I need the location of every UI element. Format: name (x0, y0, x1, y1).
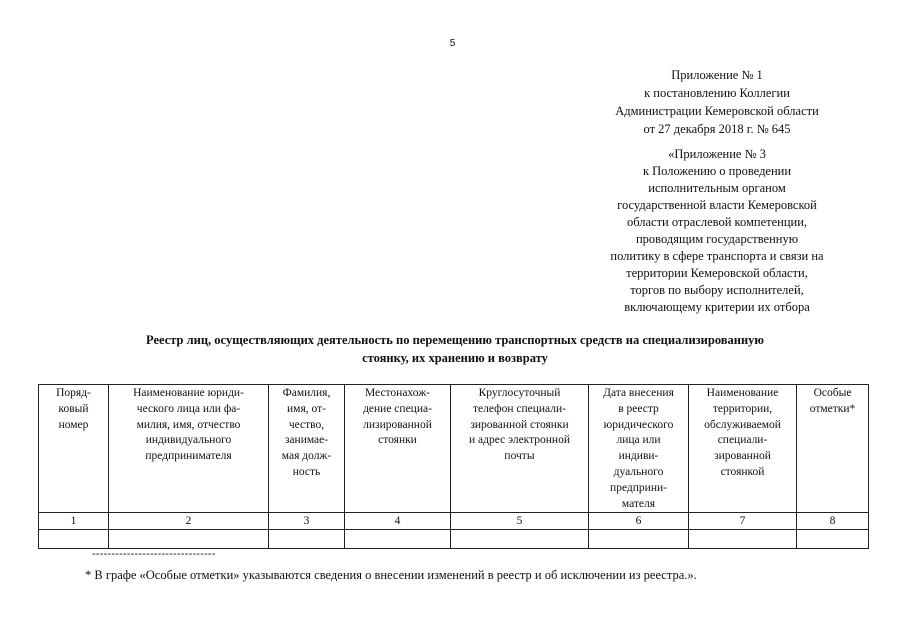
column-number: 7 (689, 513, 797, 530)
appendix-1-line: к постановлению Коллегии (644, 86, 790, 100)
appendix-3-line: «Приложение № 3 (668, 147, 766, 161)
footnote: * В графе «Особые отметки» указываются сведения о внесении изменений в реестр и об исключении из реестра.». (85, 568, 697, 582)
table-column-number-row (39, 513, 869, 530)
column-number: 3 (269, 513, 345, 530)
column-number: 1 (39, 513, 109, 530)
appendix-1-block (586, 66, 848, 138)
table-row (39, 530, 869, 549)
appendix-1-line: Администрации Кемеровской области (615, 104, 819, 118)
appendix-1-line: Приложение № 1 (671, 68, 763, 82)
table-cell (797, 530, 869, 549)
column-number: 2 (109, 513, 269, 530)
header-cell-special-notes: Особые отметки* (797, 385, 869, 513)
appendix-3-line: государственной власти Кемеровской (617, 198, 817, 212)
registry-title-line-1: Реестр лиц, осуществляющих деятельность по перемещению транспортных средств на специализированную (146, 333, 764, 347)
table-cell (109, 530, 269, 549)
header-cell-responsible-person: Фамилия, имя, от- чество, занимае- мая долж- ность (269, 385, 345, 513)
appendix-3-line: включающему критерии их отбора (624, 300, 810, 314)
table-cell (689, 530, 797, 549)
registry-table (38, 384, 869, 549)
header-cell-location: Местонахож- дение специа- лизированной стоянки (345, 385, 451, 513)
footnote-separator: -------------------------------- (92, 548, 216, 560)
appendix-3-line: области отраслевой компетенции, (626, 215, 808, 229)
registry-title-line-2: стоянку, их хранению и возврату (362, 351, 548, 365)
appendix-1-line: от 27 декабря 2018 г. № 645 (643, 122, 791, 136)
table-header-row (39, 385, 869, 513)
header-cell-order-number: Поряд- ковый номер (39, 385, 109, 513)
table-cell (589, 530, 689, 549)
header-cell-phone-email: Круглосуточный телефон специали- зированной стоянки и адрес электронной почты (451, 385, 589, 513)
table-cell (345, 530, 451, 549)
appendix-3-line: торгов по выбору исполнителей, (630, 283, 804, 297)
table-cell (451, 530, 589, 549)
column-number: 4 (345, 513, 451, 530)
header-cell-entity-name: Наименование юриди- ческого лица или фа- милия, имя, отчество индивидуального предпринимателя (109, 385, 269, 513)
header-cell-territory: Наименование территории, обслуживаемой специали- зированной стоянкой (689, 385, 797, 513)
registry-title (60, 331, 850, 367)
table-cell (39, 530, 109, 549)
column-number: 5 (451, 513, 589, 530)
column-number: 8 (797, 513, 869, 530)
appendix-3-line: к Положению о проведении (642, 164, 792, 178)
appendix-3-block (586, 146, 848, 316)
appendix-3-line: проводящим государственную (635, 232, 799, 246)
table-cell (269, 530, 345, 549)
appendix-3-line: исполнительным органом (648, 181, 786, 195)
appendix-3-line: политику в сфере транспорта и связи на (610, 249, 824, 263)
appendix-3-line: территории Кемеровской области, (626, 266, 808, 280)
page-number: 5 (449, 38, 456, 49)
column-number: 6 (589, 513, 689, 530)
header-cell-registry-date: Дата внесения в реестр юридического лица или индиви- дуального предприни- мателя (589, 385, 689, 513)
